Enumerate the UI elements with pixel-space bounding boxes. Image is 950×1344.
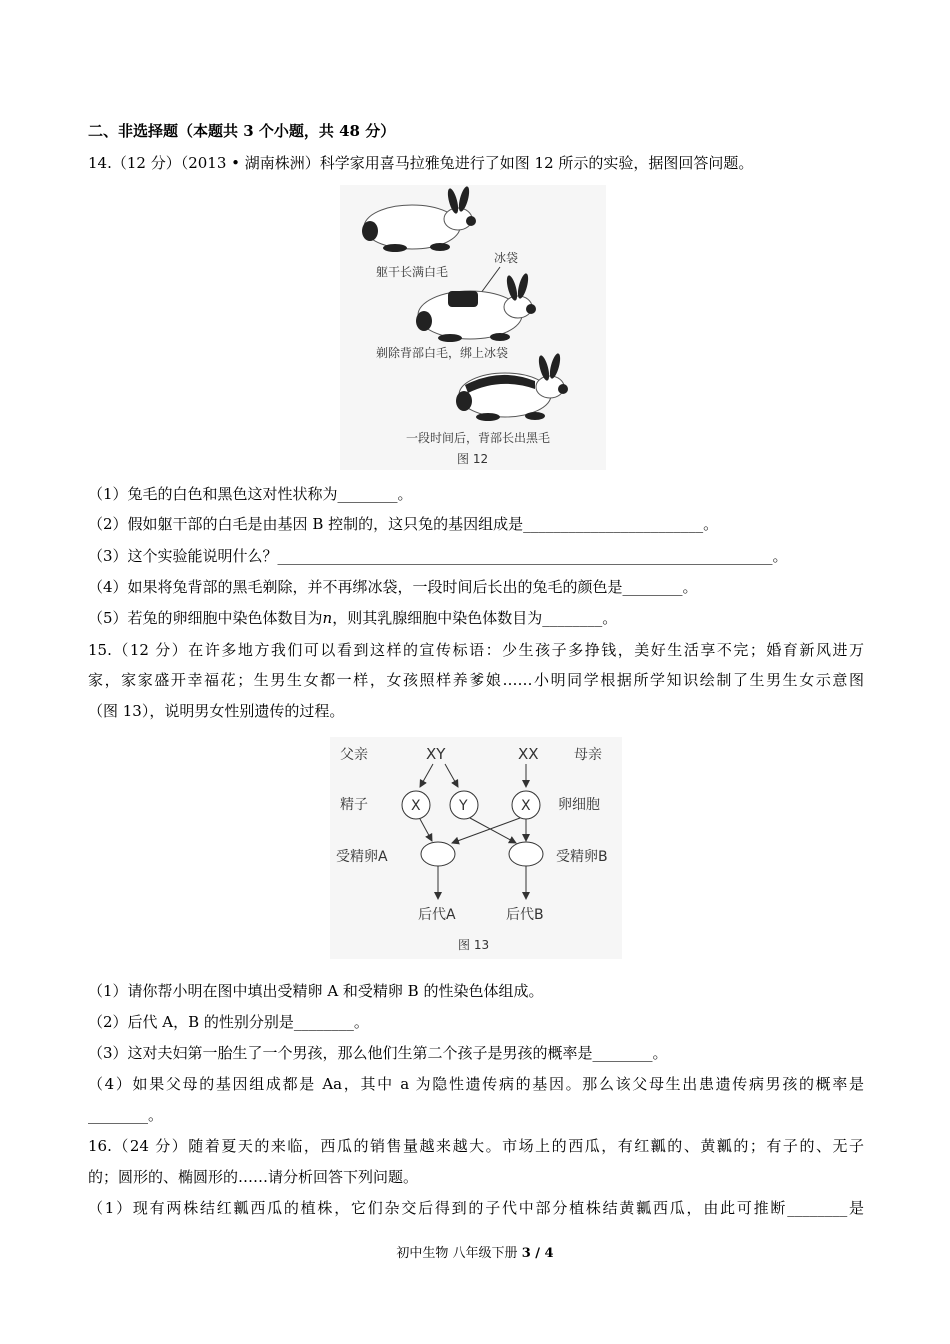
figure-12-caption: 图 12 [457,452,489,466]
question-14-stem: 14.（12 分）（2013 • 湖南株洲）科学家用喜马拉雅兔进行了如图 12 所示的实验，据图回答问题。 [88,154,754,172]
q14-sub-3: （3）这个实验能说明什么？__________________________________________________________________。 [88,547,788,565]
father-label: 父亲 [340,747,368,763]
offspring-a-label: 后代A [418,907,456,923]
section-title: 二、非选择题（本题共 3 个小题，共 48 分） [88,122,396,140]
question-16-stem-line-1: 16.（24 分）随着夏天的来临，西瓜的销售量越来越大。市场上的西瓜，有红瓤的、黄瓤的；有子的、无子 [88,1137,864,1155]
rabbit-white-icon [362,185,476,252]
q14-sub-5 [88,608,617,628]
sperm-y-text: Y [459,798,468,814]
question-15-stem-line-3: （图 13），说明男女性别遗传的过程。 [88,702,345,720]
figure-12-rabbit-experiment [340,185,606,470]
q14-sub-2: （2）假如躯干部的白毛是由基因 B 控制的，这只兔的基因组成是________________________。 [88,515,719,533]
mother-label: 母亲 [574,747,602,763]
q15-sub-4-line-2: ________。 [88,1106,164,1124]
figure-12-label-1: 躯干长满白毛 [376,265,449,279]
arrow-father-to-y [445,764,458,787]
zygote-b-cell [509,842,543,866]
figure-13-caption: 图 13 [458,938,490,952]
mother-genotype: XX [518,745,539,763]
zygote-a-cell [421,842,455,866]
zygote-a-label: 受精卵A [336,849,388,865]
rabbit-ice-bag-icon [416,272,536,342]
q15-sub-4-line-1: （4）如果父母的基因组成都是 Aa，其中 a 为隐性遗传病的基因。那么该父母生出患遗传病男孩的概率是 [88,1075,864,1093]
q16-sub-1: （1）现有两株结红瓤西瓜的植株，它们杂交后得到的子代中部分植株结黄瓤西瓜，由此可推断________是 [88,1199,864,1217]
figure-13-sex-inheritance [330,737,622,959]
sperm-x-text: X [411,798,421,814]
q15-sub-2: （2）后代 A，B 的性别分别是________。 [88,1013,369,1031]
zygote-b-label: 受精卵B [556,849,608,865]
rabbit-black-back-icon [456,352,568,421]
q14-sub-4: （4）如果将兔背部的黑毛剃除，并不再绑冰袋，一段时间后长出的兔毛的颜色是________。 [88,578,698,596]
question-15-stem-line-2: 家，家家盛开幸福花；生男生女都一样，女孩照样养爹娘……小明同学根据所学知识绘制了生男生女示意图 [88,671,864,689]
figure-12-label-2: 剃除背部白毛，绑上冰袋 [376,346,509,360]
q14-sub-1: （1）兔毛的白色和黑色这对性状称为________。 [88,485,413,503]
page-number: 3 / 4 [521,1246,554,1261]
arrow-father-to-x [420,764,433,787]
figure-12-ice-label: 冰袋 [494,251,519,265]
question-15-stem-line-1: 15.（12 分）在许多地方我们可以看到这样的宣传标语：少生孩子多挣钱，美好生活享不完；婚育新风进万 [88,641,864,659]
egg-label: 卵细胞 [558,797,600,813]
q15-sub-3: （3）这对夫妇第一胎生了一个男孩，那么他们生第二个孩子是男孩的概率是________。 [88,1044,668,1062]
father-genotype: XY [426,745,446,763]
arrow-sperm-x-to-a [420,819,432,841]
question-16-stem-line-2: 的；圆形的、椭圆形的……请分析回答下列问题。 [88,1168,419,1186]
footer-text: 初中生物 八年级下册 [396,1246,522,1261]
q15-sub-1: （1）请你帮小明在图中填出受精卵 A 和受精卵 B 的性染色体组成。 [88,982,544,1000]
sperm-label: 精子 [340,797,368,813]
page-footer [0,1245,950,1263]
q14-sub-5-variable: n [322,609,333,627]
offspring-b-label: 后代B [506,907,544,923]
q14-sub-5-part-a: （5）若兔的卵细胞中染色体数目为 [88,609,323,627]
figure-12-label-3: 一段时间后，背部长出黑毛 [406,431,551,445]
egg-x-text: X [521,798,531,814]
q14-sub-5-part-b: ，则其乳腺细胞中染色体数目为________。 [332,609,618,627]
